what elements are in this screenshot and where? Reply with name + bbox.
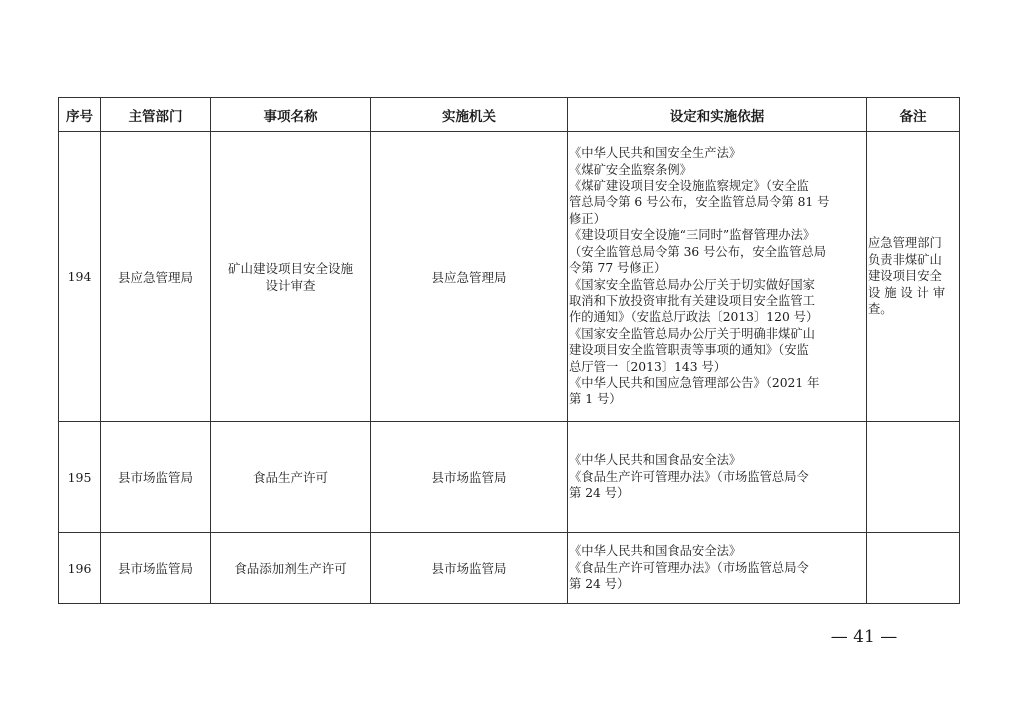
cell-seq: 195: [59, 422, 101, 533]
table-header-row: [59, 98, 960, 132]
note-line: 负责非煤矿山: [868, 252, 942, 267]
basis-line: 总厅管一〔2013〕143 号）: [569, 359, 727, 374]
basis-line: 《食品生产许可管理办法》（市场监管总局令: [569, 560, 809, 575]
cell-basis: [568, 422, 867, 533]
page-number: — 41 —: [830, 627, 898, 647]
cell-agency: 县市场监管局: [371, 422, 568, 533]
item-name-line: 食品添加剂生产许可: [234, 560, 347, 576]
table-row: [59, 533, 960, 604]
basis-line: 《中华人民共和国应急管理部公告》（2021 年: [569, 375, 820, 390]
basis-line: 第 24 号）: [569, 486, 630, 501]
cell-agency: 县市场监管局: [371, 533, 568, 604]
header-basis: 设定和实施依据: [568, 98, 867, 132]
cell-basis: [568, 132, 867, 422]
basis-line: 第 24 号）: [569, 577, 630, 592]
basis-line: 令第 77 号修正）: [569, 261, 667, 276]
cell-item-name: [211, 132, 371, 422]
basis-line: 第 1 号）: [569, 392, 622, 407]
basis-line: 《煤矿安全监察条例》: [569, 162, 692, 177]
header-seq: 序号: [59, 98, 101, 132]
basis-line: 修正）: [569, 211, 606, 226]
cell-notes: [867, 533, 960, 604]
cell-basis: [568, 533, 867, 604]
basis-line: 《中华人民共和国安全生产法》: [569, 146, 742, 161]
basis-line: 《中华人民共和国食品安全法》: [569, 544, 742, 559]
note-line: 建设项目安全: [868, 269, 942, 284]
header-department: 主管部门: [101, 98, 211, 132]
cell-notes: [867, 422, 960, 533]
basis-line: （安全监管总局令第 36 号公布，安全监管总局: [569, 244, 827, 259]
cell-agency: 县应急管理局: [371, 132, 568, 422]
cell-item-name: [211, 533, 371, 604]
item-name-line: 设计审查: [265, 277, 316, 293]
basis-line: 管总局令第 6 号公布，安全监管总局令第 81 号: [569, 195, 830, 210]
note-line: 查。: [868, 302, 893, 317]
item-name-line: 食品生产许可: [252, 469, 328, 485]
header-notes: 备注: [867, 98, 960, 132]
item-name-line: 矿山建设项目安全设施: [227, 260, 353, 276]
basis-line: 《食品生产许可管理办法》（市场监管总局令: [569, 469, 809, 484]
basis-line: 《煤矿建设项目安全设施监察规定》（安全监: [569, 179, 809, 194]
cell-notes: [867, 132, 960, 422]
note-line: 设 施 设 计 审: [868, 285, 946, 300]
table-row: [59, 422, 960, 533]
basis-line: 取消和下放投资审批有关建设项目安全监管工: [569, 293, 815, 308]
basis-line: 《建设项目安全设施“三同时”监督管理办法》: [569, 228, 816, 243]
cell-item-name: [211, 422, 371, 533]
header-agency: 实施机关: [371, 98, 568, 132]
basis-line: 作的通知》（安监总厅政法〔2013〕120 号）: [569, 310, 819, 325]
cell-department: 县市场监管局: [101, 422, 211, 533]
note-line: 应急管理部门: [868, 236, 942, 251]
cell-seq: 194: [59, 132, 101, 422]
basis-line: 建设项目安全监管职责等事项的通知》（安监: [569, 343, 809, 358]
cell-department: 县市场监管局: [101, 533, 211, 604]
basis-line: 《国家安全监管总局办公厅关于明确非煤矿山: [569, 326, 815, 341]
table-row: [59, 132, 960, 422]
cell-seq: 196: [59, 533, 101, 604]
basis-line: 《国家安全监管总局办公厅关于切实做好国家: [569, 277, 815, 292]
cell-department: 县应急管理局: [101, 132, 211, 422]
header-item-name: 事项名称: [211, 98, 371, 132]
administrative-items-table: [58, 97, 960, 604]
basis-line: 《中华人民共和国食品安全法》: [569, 453, 742, 468]
